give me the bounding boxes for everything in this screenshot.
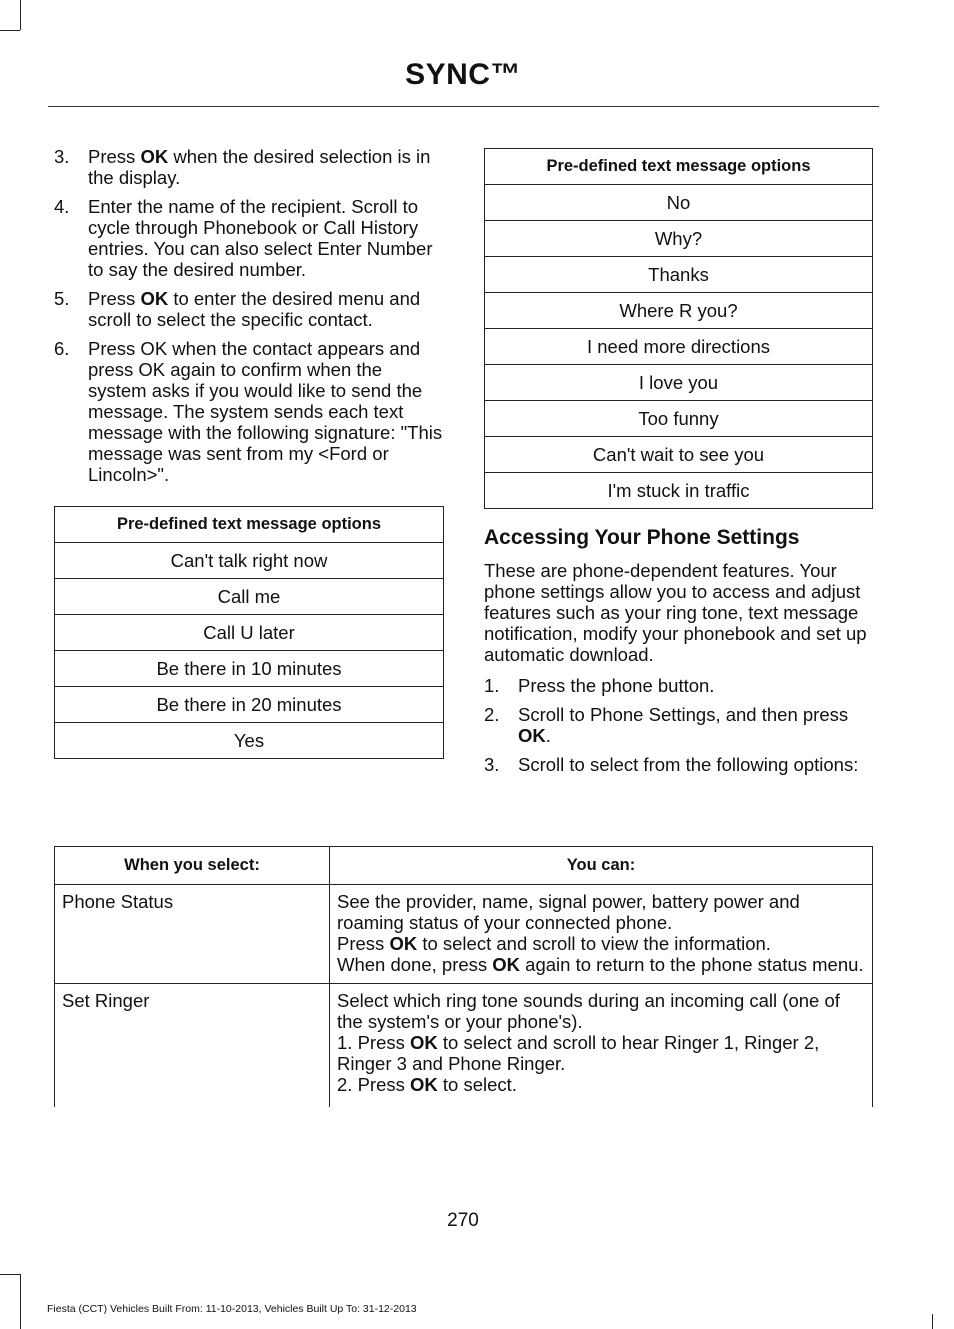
table-row: Where R you? — [485, 293, 873, 329]
crop-mark — [20, 0, 21, 30]
left-column — [54, 146, 444, 759]
text-options-table-left — [54, 506, 444, 759]
page-title: SYNC™ — [405, 58, 521, 91]
list-item: 3. Press OK when the desired selection is in the display. — [54, 146, 431, 188]
crop-mark — [0, 1274, 20, 1275]
table-header: You can: — [330, 847, 873, 885]
text-options-table-right — [484, 148, 873, 509]
table-header: Pre-defined text message options — [485, 149, 873, 185]
table-row: No — [485, 185, 873, 221]
table-cell: Select which ring tone sounds during an incoming call (one of the system's or your phone's). 1. Press OK to select and scroll to hear Ringer 1, Ringer 2, Ringer 3 and Phone Ringer. 2. Press OK to select. — [330, 984, 873, 1108]
list-item: 6. Press OK when the contact appears and press OK again to confirm when the system asks if you would like to send the message. The system sends each text message with the following signature: "This message was sent from my <Ford or Lincoln>". — [54, 338, 443, 485]
intro-paragraph: These are phone-dependent features. Your phone settings allow you to access and adjust features such as your ring tone, text message notification, modify your phonebook and set up automatic download. — [484, 560, 867, 665]
crop-mark — [20, 1274, 21, 1329]
table-row: I'm stuck in traffic — [485, 473, 873, 509]
table-row: Be there in 10 minutes — [55, 651, 444, 687]
table-header: Pre-defined text message options — [55, 507, 444, 543]
table-row: Be there in 20 minutes — [55, 687, 444, 723]
table-row: Why? — [485, 221, 873, 257]
list-item: 2. Scroll to Phone Settings, and then press OK. — [484, 704, 849, 746]
table-row: I need more directions — [485, 329, 873, 365]
footer-text: Fiesta (CCT) Vehicles Built From: 11-10-2013, Vehicles Built Up To: 31-12-2013 — [47, 1303, 417, 1315]
crop-mark — [0, 30, 20, 31]
table-row: I love you — [485, 365, 873, 401]
list-item: 5. Press OK to enter the desired menu and scroll to select the specific contact. — [54, 288, 421, 330]
table-header: When you select: — [55, 847, 330, 885]
section-heading: Accessing Your Phone Settings — [484, 526, 800, 549]
table-row: Can't wait to see you — [485, 437, 873, 473]
crop-mark — [932, 1314, 933, 1329]
list-item: 1. Press the phone button. — [484, 675, 715, 696]
table-row: Call me — [55, 579, 444, 615]
header-divider — [48, 106, 879, 107]
table-row: Too funny — [485, 401, 873, 437]
table-cell: See the provider, name, signal power, battery power and roaming status of your connected phone. Press OK to select and scroll to view the information. When done, press OK again to return to the phone status menu. — [330, 885, 873, 984]
table-row: Call U later — [55, 615, 444, 651]
right-column — [484, 148, 873, 783]
table-cell: Set Ringer — [55, 984, 330, 1108]
page-number: 270 — [447, 1210, 479, 1231]
right-steps-list — [484, 675, 873, 775]
table-cell: Phone Status — [55, 885, 330, 984]
table-row: Yes — [55, 723, 444, 759]
left-steps-list — [54, 146, 444, 485]
table-row: Can't talk right now — [55, 543, 444, 579]
table-row: Thanks — [485, 257, 873, 293]
phone-settings-table — [54, 846, 873, 1107]
list-item: 3. Scroll to select from the following options: — [484, 754, 859, 775]
list-item: 4. Enter the name of the recipient. Scroll to cycle through Phonebook or Call History entries. You can also select Enter Number to say the desired number. — [54, 196, 433, 280]
